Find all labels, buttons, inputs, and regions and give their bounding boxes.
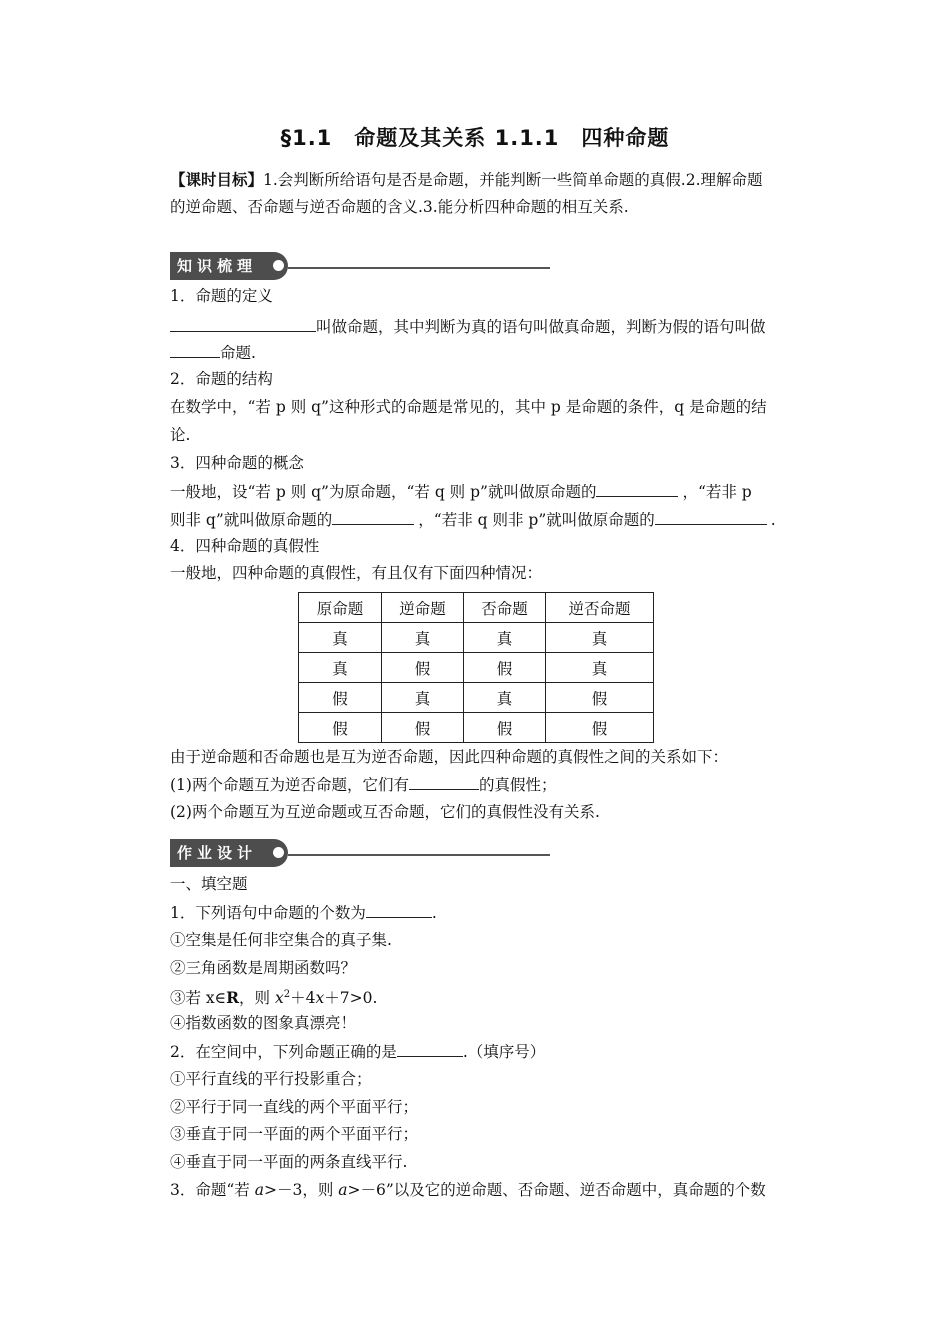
paragraph-relation: 由于逆命题和否命题也是互为逆否命题，因此四种命题的真假性之间的关系如下： (170, 748, 729, 766)
question-1-option-2: ②三角函数是周期函数吗？ (170, 959, 357, 977)
question-1-option-1: ①空集是任何非空集合的真子集. (170, 931, 392, 949)
question-2-option-1: ①平行直线的平行投影重合； (170, 1070, 372, 1088)
header-rule (288, 267, 550, 269)
truth-table (298, 592, 654, 743)
text: ＋7>0. (324, 989, 378, 1008)
section-header-knowledge (170, 252, 560, 280)
text: ＋4 (290, 989, 316, 1008)
table-cell: 真 (546, 653, 654, 683)
table-cell: 真 (546, 623, 654, 653)
section-header-label: 知识梳理 (170, 252, 288, 280)
question-1 (170, 902, 820, 923)
table-cell: 真 (382, 683, 464, 713)
text: a (254, 1181, 264, 1199)
table-cell: 真 (382, 623, 464, 653)
question-2 (170, 1041, 820, 1062)
table-header-row (299, 593, 654, 623)
table-cell: 假 (546, 683, 654, 713)
fill-blank[interactable] (655, 509, 767, 525)
fill-blank[interactable] (397, 1041, 463, 1057)
goal-text-1: 1.会判断所给语句是否是命题，并能判断一些简单命题的真假.2.理解命题 (263, 171, 763, 189)
table-header-cell: 逆命题 (382, 593, 464, 623)
section-header-homework (170, 839, 560, 867)
bullet-dot-icon (273, 847, 284, 858)
table-header-cell: 原命题 (299, 593, 382, 623)
table-cell: 假 (464, 713, 546, 743)
table-row (299, 683, 654, 713)
text: 3．命题“若 (170, 1181, 255, 1199)
table-cell: 真 (299, 653, 382, 683)
goal-line-1 (170, 170, 820, 190)
text: x (274, 989, 284, 1008)
text: 2．在空间中，下列命题正确的是 (170, 1043, 397, 1061)
page-title: §1.1 命题及其关系 1.1.1 四种命题 (280, 126, 670, 150)
text: ③若 x∈ (170, 989, 227, 1008)
paragraph-definition-2 (170, 342, 820, 363)
table-cell: 假 (382, 653, 464, 683)
text: x (315, 989, 325, 1008)
heading-four-propositions: 3．四种命题的概念 (170, 454, 304, 472)
heading-truth: 4．四种命题的真假性 (170, 537, 320, 555)
paragraph-relation-1 (170, 774, 820, 795)
question-2-option-4: ④垂直于同一平面的两条直线平行. (170, 1153, 408, 1171)
text: a (338, 1181, 348, 1199)
table-row (299, 623, 654, 653)
bullet-dot-icon (273, 260, 284, 271)
text: ，“若非 p (682, 483, 752, 501)
text: >－6”以及它的逆命题、否命题、逆否命题中，真命题的个数 (347, 1181, 766, 1199)
paragraph-relation-2: (2)两个命题互为互逆命题或互否命题，它们的真假性没有关系. (170, 803, 600, 821)
fill-blank[interactable] (366, 902, 432, 918)
paragraph-four-1 (170, 481, 820, 502)
text: R (226, 988, 240, 1008)
table-cell: 假 (464, 653, 546, 683)
text: .（填序号） (462, 1043, 546, 1061)
text: 叫做命题，其中判断为真的语句叫做真命题，判断为假的语句叫做 (316, 318, 766, 336)
table-cell: 真 (299, 623, 382, 653)
text: >－3，则 (263, 1181, 339, 1199)
text: 命题. (220, 344, 256, 362)
paragraph-truth: 一般地，四种命题的真假性，有且仅有下面四种情况： (170, 564, 543, 582)
fill-blank[interactable] (332, 509, 414, 525)
question-2-option-3: ③垂直于同一平面的两个平面平行； (170, 1125, 419, 1143)
table-header-cell: 否命题 (464, 593, 546, 623)
text: . (431, 904, 437, 922)
fill-blank[interactable] (409, 774, 479, 790)
heading-structure: 2．命题的结构 (170, 370, 273, 388)
question-1-option-4: ④指数函数的图象真漂亮！ (170, 1014, 357, 1032)
text: ，则 (239, 989, 275, 1008)
table-cell: 假 (546, 713, 654, 743)
question-2-option-2: ②平行于同一直线的两个平面平行； (170, 1098, 419, 1116)
text: (1)两个命题互为逆否命题，它们有 (170, 776, 409, 794)
table-cell: 假 (382, 713, 464, 743)
text: ，“若非 q 则非 p”就叫做原命题的 (418, 511, 655, 529)
text: 则非 q”就叫做原命题的 (170, 511, 333, 529)
table-cell: 假 (299, 683, 382, 713)
text: . (770, 511, 776, 529)
paragraph-four-2 (170, 509, 820, 530)
table-cell: 真 (464, 623, 546, 653)
section-header-label: 作业设计 (170, 839, 288, 867)
question-1-option-3 (170, 985, 820, 1008)
heading-definition: 1．命题的定义 (170, 287, 273, 305)
question-3 (170, 1180, 820, 1200)
subheading-fill-in: 一、填空题 (170, 875, 248, 893)
goal-line-2: 的逆命题、否命题与逆否命题的含义.3.能分析四种命题的相互关系. (170, 198, 629, 216)
fill-blank[interactable] (170, 342, 220, 358)
table-cell: 真 (464, 683, 546, 713)
text: 一般地，设“若 p 则 q”为原命题，“若 q 则 p”就叫做原命题的 (170, 483, 597, 501)
text: 1．下列语句中命题的个数为 (170, 904, 366, 922)
fill-blank[interactable] (170, 316, 316, 332)
table-row (299, 653, 654, 683)
paragraph-definition-1 (170, 316, 820, 337)
text: 2 (283, 989, 291, 1000)
table-row (299, 713, 654, 743)
text: 的真假性； (478, 776, 557, 794)
table-cell: 假 (299, 713, 382, 743)
goal-label: 【课时目标】 (170, 170, 264, 189)
header-rule (288, 854, 550, 856)
fill-blank[interactable] (596, 481, 678, 497)
paragraph-structure-1: 在数学中，“若 p 则 q”这种形式的命题是常见的，其中 p 是命题的条件，q 是命题的结 (170, 398, 767, 416)
table-header-cell: 逆否命题 (546, 593, 654, 623)
paragraph-structure-2: 论. (170, 426, 191, 444)
